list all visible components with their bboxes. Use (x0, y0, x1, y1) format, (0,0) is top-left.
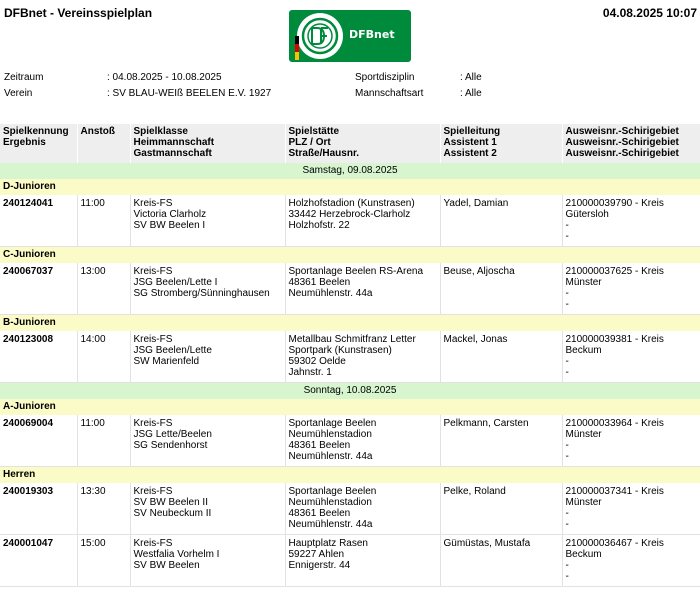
referee-id-line: - (565, 560, 569, 571)
match-referee-line: Beuse, Aljoscha (443, 266, 515, 277)
kickoff-time-line: 15:00 (80, 538, 106, 549)
match-venue-line: Hauptplatz Rasen (288, 538, 368, 549)
referee-id-line: - (565, 519, 569, 530)
kickoff-time-line: 11:00 (80, 198, 105, 209)
match-venue-line: 59227 Ahlen (288, 549, 345, 560)
match-venue-line: Neumühlenstr. 44a (288, 451, 373, 462)
match-class-teams (130, 535, 285, 587)
header-spielleitung (440, 124, 562, 163)
kickoff-time (77, 195, 130, 247)
team-class-row (0, 467, 700, 484)
match-referee (440, 195, 562, 247)
match-venue-line: 33442 Herzebrock-Clarholz (288, 209, 411, 220)
team-class-label: A-Junioren (0, 399, 700, 415)
match-class-teams-line: Kreis-FS (133, 198, 173, 209)
match-venue-line: Neumühlenstadion (288, 497, 372, 508)
match-class-teams-line: SV BW Beelen I (133, 220, 206, 231)
referee-id (562, 483, 700, 535)
referee-id (562, 535, 700, 587)
match-class-teams (130, 415, 285, 467)
zeitraum-label: Zeitraum (4, 72, 44, 83)
referee-id-line: Gütersloh (565, 209, 609, 220)
kickoff-time-line: 13:00 (80, 266, 106, 277)
match-venue-line: Holzhofstadion (Kunstrasen) (288, 198, 415, 209)
match-class-teams-line: Kreis-FS (133, 538, 173, 549)
match-class-teams-line: SV BW Beelen (133, 560, 200, 571)
team-class-row (0, 399, 700, 415)
team-class-row (0, 179, 700, 195)
match-venue (285, 535, 440, 587)
match-id (0, 331, 77, 383)
header-line: PLZ / Ort (288, 137, 331, 148)
match-venue-line: Neumühlenstr. 44a (288, 288, 373, 299)
kickoff-time-line: 14:00 (80, 334, 106, 345)
match-referee-line: Yadel, Damian (443, 198, 509, 209)
schedule-table (0, 124, 700, 587)
header-line: Ergebnis (3, 137, 46, 148)
print-date: 04.08.2025 10:07 (602, 6, 697, 20)
match-class-teams-line: SG Sendenhorst (133, 440, 208, 451)
team-class-label: B-Junioren (0, 315, 700, 332)
referee-id-line: - (565, 440, 569, 451)
sportdisziplin-label: Sportdisziplin (355, 72, 415, 83)
header-line: Ausweisnr.-Schirigebiet (565, 126, 679, 137)
match-row (0, 535, 700, 587)
day-row (0, 383, 700, 400)
match-class-teams-line: SV BW Beelen II (133, 497, 208, 508)
match-class-teams-line: SV Neubeckum II (133, 508, 212, 519)
team-class-row (0, 247, 700, 264)
kickoff-time (77, 331, 130, 383)
match-class-teams-line: JSG Beelen/Lette I (133, 277, 218, 288)
match-row (0, 415, 700, 467)
day-label: Sonntag, 10.08.2025 (0, 383, 700, 400)
match-venue-line: Sportpark (Kunstrasen) (288, 345, 392, 356)
match-row (0, 483, 700, 535)
verein-label: Verein (4, 88, 33, 99)
kickoff-time (77, 263, 130, 315)
match-referee-line: Gümüstas, Mustafa (443, 538, 531, 549)
match-venue (285, 415, 440, 467)
referee-id (562, 415, 700, 467)
match-class-teams-line: Kreis-FS (133, 418, 173, 429)
referee-id-line: - (565, 367, 569, 378)
referee-id (562, 195, 700, 247)
referee-id-line: 210000037625 - Kreis (565, 266, 664, 277)
header-spielklasse (130, 124, 285, 163)
header-line: Spielklasse (133, 126, 188, 137)
match-venue-line: 48361 Beelen (288, 508, 351, 519)
team-class-label: D-Junioren (0, 179, 700, 195)
match-id-line: 240069004 (3, 418, 54, 429)
team-class-label: C-Junioren (0, 247, 700, 264)
match-id (0, 195, 77, 247)
referee-id (562, 331, 700, 383)
referee-id-line: 210000036467 - Kreis (565, 538, 664, 549)
match-class-teams-line: Kreis-FS (133, 266, 173, 277)
kickoff-time (77, 415, 130, 467)
match-id (0, 535, 77, 587)
match-class-teams (130, 331, 285, 383)
referee-id-line: - (565, 451, 569, 462)
referee-id (562, 263, 700, 315)
match-referee (440, 483, 562, 535)
match-venue-line: Neumühlenstadion (288, 429, 372, 440)
team-class-label: Herren (0, 467, 700, 484)
match-venue-line: Sportanlage Beelen (288, 486, 377, 497)
referee-id-line: Münster (565, 429, 602, 440)
referee-id-line: - (565, 288, 569, 299)
header-anstoss (77, 124, 130, 163)
match-venue-line: Holzhofstr. 22 (288, 220, 350, 231)
referee-id-line: - (565, 220, 569, 231)
match-class-teams (130, 263, 285, 315)
match-id-line: 240067037 (3, 266, 54, 277)
match-referee-line: Mackel, Jonas (443, 334, 508, 345)
match-id-line: 240019303 (3, 486, 54, 497)
verein-value: : SV BLAU-WEIß BEELEN E.V. 1927 (107, 88, 272, 99)
day-label: Samstag, 09.08.2025 (0, 163, 700, 179)
match-row (0, 195, 700, 247)
match-class-teams-line: JSG Lette/Beelen (133, 429, 212, 440)
header-line: Ausweisnr.-Schirigebiet (565, 148, 679, 159)
header-line: Ausweisnr.-Schirigebiet (565, 137, 679, 148)
referee-id-line: Beckum (565, 345, 602, 356)
kickoff-time (77, 483, 130, 535)
dfbnet-logo (289, 10, 411, 62)
header-schirigebiet (562, 124, 700, 163)
referee-id-line: 210000033964 - Kreis (565, 418, 664, 429)
day-row (0, 163, 700, 179)
referee-id-line: Münster (565, 497, 602, 508)
header-line: Assistent 2 (443, 148, 497, 159)
page-title: DFBnet - Vereinsspielplan (4, 6, 153, 20)
referee-id-line: 210000037341 - Kreis (565, 486, 664, 497)
match-referee (440, 331, 562, 383)
header-line: Spielleitung (443, 126, 501, 137)
mannschaftsart-label: Mannschaftsart (355, 88, 424, 99)
match-class-teams (130, 195, 285, 247)
sportdisziplin-value: : Alle (460, 72, 482, 83)
dfb-emblem-icon (297, 13, 343, 59)
match-class-teams (130, 483, 285, 535)
match-venue-line: Sportanlage Beelen (288, 418, 377, 429)
match-row (0, 331, 700, 383)
match-id-line: 240001047 (3, 538, 54, 549)
kickoff-time (77, 535, 130, 587)
match-class-teams-line: JSG Beelen/Lette (133, 345, 212, 356)
header-line: Assistent 1 (443, 137, 497, 148)
match-venue-line: Sportanlage Beelen RS-Arena (288, 266, 424, 277)
referee-id-line: - (565, 231, 569, 242)
match-referee-line: Pelke, Roland (443, 486, 506, 497)
referee-id-line: Münster (565, 277, 602, 288)
match-class-teams-line: SG Stromberg/Sünninghausen (133, 288, 270, 299)
table-header-row (0, 124, 700, 163)
header-spielkennung (0, 124, 77, 163)
match-venue-line: 48361 Beelen (288, 440, 351, 451)
referee-id-line: 210000039790 - Kreis (565, 198, 664, 209)
kickoff-time-line: 11:00 (80, 418, 105, 429)
header-line: Spielkennung (3, 126, 69, 137)
header-line: Spielstätte (288, 126, 340, 137)
kickoff-time-line: 13:30 (80, 486, 106, 497)
match-class-teams-line: Kreis-FS (133, 334, 173, 345)
mannschaftsart-value: : Alle (460, 88, 482, 99)
match-id-line: 240123008 (3, 334, 54, 345)
match-row (0, 263, 700, 315)
header-line: Straße/Hausnr. (288, 148, 360, 159)
match-venue-line: Jahnstr. 1 (288, 367, 332, 378)
match-class-teams-line: Victoria Clarholz (133, 209, 207, 220)
referee-id-line: Beckum (565, 549, 602, 560)
flag-stripe (295, 36, 299, 60)
match-venue-line: Ennigerstr. 44 (288, 560, 351, 571)
match-venue-line: 59302 Oelde (288, 356, 346, 367)
zeitraum-value: : 04.08.2025 - 10.08.2025 (107, 72, 222, 83)
match-venue (285, 331, 440, 383)
match-venue (285, 483, 440, 535)
match-venue-line: 48361 Beelen (288, 277, 351, 288)
match-id (0, 483, 77, 535)
match-id (0, 415, 77, 467)
match-referee (440, 263, 562, 315)
logo-text: DFBnet (349, 28, 395, 41)
match-venue (285, 195, 440, 247)
match-referee (440, 535, 562, 587)
match-id (0, 263, 77, 315)
header-line: Heimmannschaft (133, 137, 215, 148)
match-venue (285, 263, 440, 315)
header-line: Gastmannschaft (133, 148, 212, 159)
match-class-teams-line: Kreis-FS (133, 486, 173, 497)
schedule-body (0, 163, 700, 587)
referee-id-line: - (565, 356, 569, 367)
match-venue-line: Metallbau Schmitfranz Letter (288, 334, 416, 345)
referee-id-line: - (565, 508, 569, 519)
match-id-line: 240124041 (3, 198, 54, 209)
referee-id-line: - (565, 299, 569, 310)
match-class-teams-line: SW Marienfeld (133, 356, 200, 367)
match-referee-line: Pelkmann, Carsten (443, 418, 529, 429)
match-venue-line: Neumühlenstr. 44a (288, 519, 373, 530)
header-spielstaette (285, 124, 440, 163)
header-line: Anstoß (80, 126, 115, 137)
team-class-row (0, 315, 700, 332)
referee-id-line: 210000039381 - Kreis (565, 334, 664, 345)
referee-id-line: - (565, 571, 569, 582)
match-referee (440, 415, 562, 467)
match-class-teams-line: Westfalia Vorhelm I (133, 549, 220, 560)
